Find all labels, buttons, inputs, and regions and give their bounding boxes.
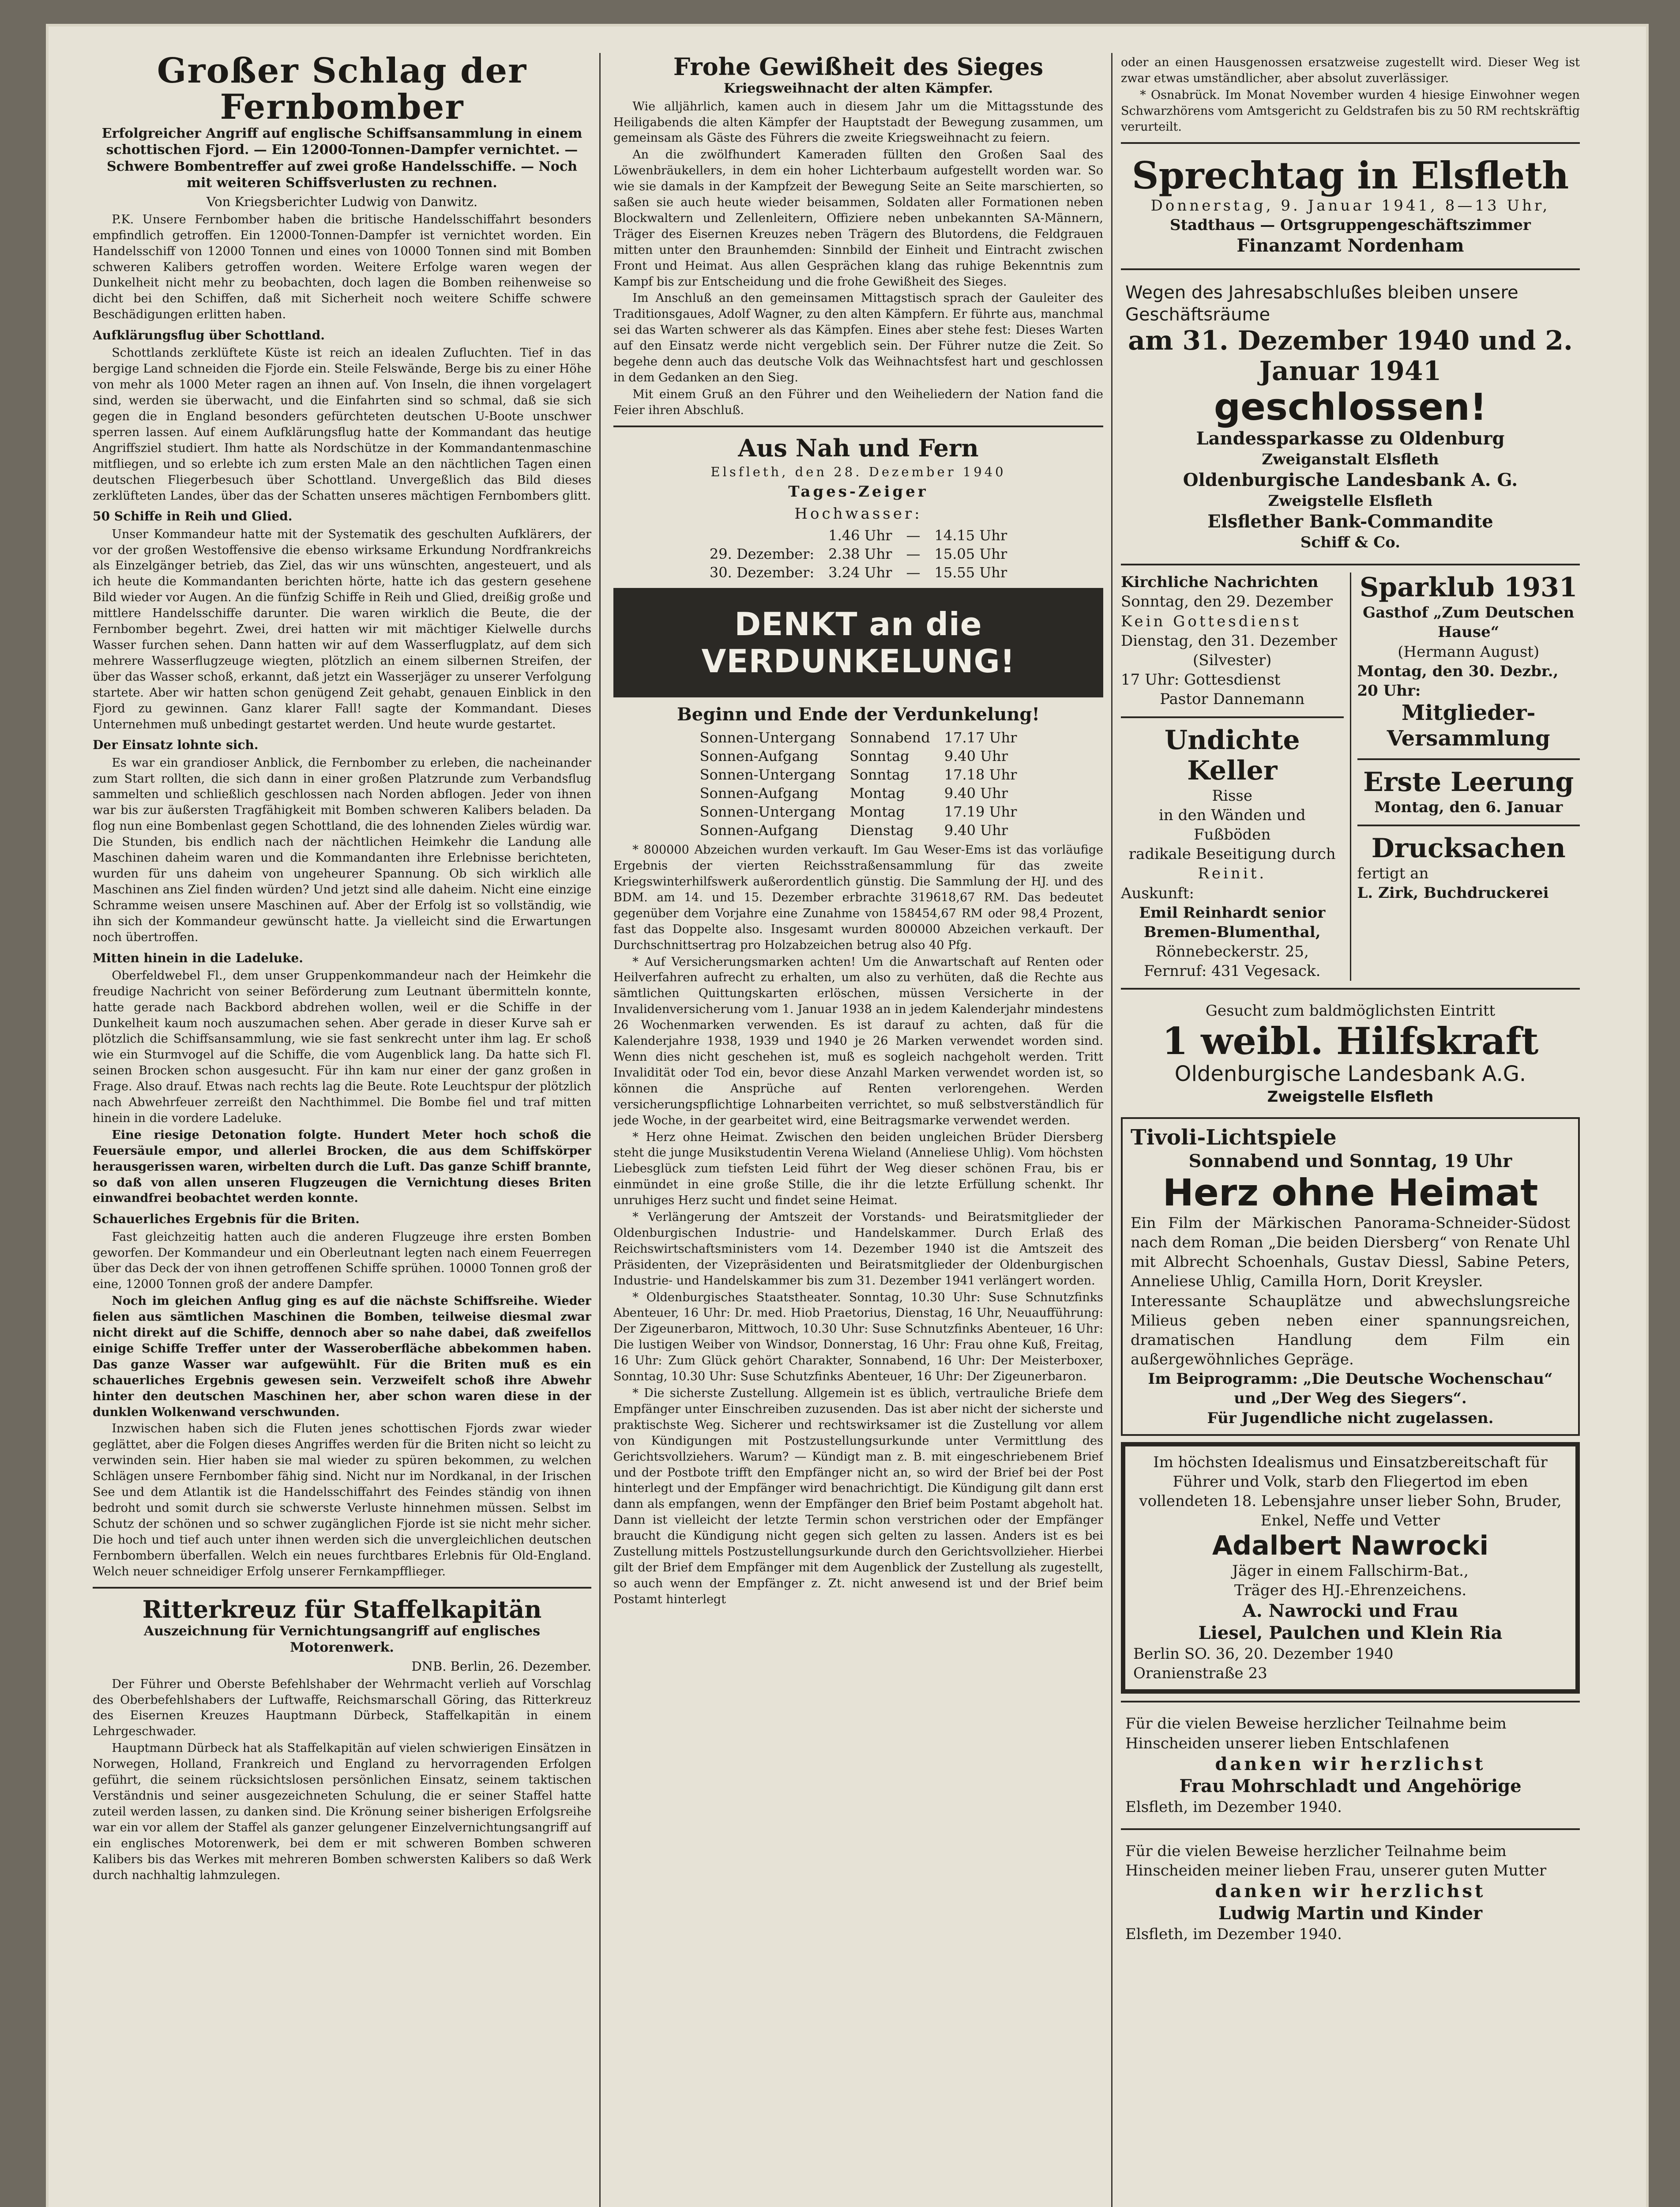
ad-line: fertigt an — [1357, 864, 1429, 882]
ad-tivoli — [1121, 1117, 1580, 1436]
cell-time: 15.05 Uhr — [934, 546, 1007, 563]
cell-event: Sonnen-Aufgang — [699, 785, 819, 802]
cell-time: 17.17 Uhr — [944, 729, 1017, 746]
ad-line: Gesucht zum baldmöglichsten Eintritt — [1205, 1002, 1496, 1020]
ad-split-row — [1121, 572, 1580, 981]
ad-line: Interessante Schauplätze und abwechslungsreiche Milieus geben neben einer spannungsreichen, dramatischen Handlung dem Film ein außergewöhnliches Gepräge. — [1131, 1292, 1570, 1369]
tageszeiger-label: Tages-Zeiger — [788, 482, 928, 501]
paragraph: Fast gleichzeitig hatten auch die anderen Flugzeuge ihre ersten Bomben geworfen. Der Kommandeur und ein Oberleutnant legten nach einem Feuerregen über das Deck der von ihnen getroffenen Schiffe sprühen. 10000 Tonnen groß der eine, 12000 Tonnen groß der andere Dampfer. — [93, 1230, 591, 1292]
cell-time: 9.40 Uhr — [944, 748, 1008, 765]
ad-keller — [1121, 725, 1344, 981]
ad-line: radikale Beseitigung durch — [1128, 845, 1336, 863]
divider — [613, 426, 1103, 427]
ad-line: A. Nawrocki und Frau — [1242, 1600, 1458, 1621]
section-heading: Der Einsatz lohnte sich. — [93, 738, 259, 753]
ad-sprechtag — [1121, 151, 1580, 262]
section-heading: Mitten hinein in die Ladeluke. — [93, 950, 304, 965]
cell-day — [703, 526, 821, 545]
ad-line: Stadthaus — Ortsgruppengeschäftszimmer — [1170, 216, 1531, 234]
section-heading: Aufklärungsflug über Schottland. — [93, 328, 325, 343]
cell-time: 1.46 Uhr — [828, 527, 892, 544]
paragraph: Es war ein grandioser Anblick, die Fernbomber zu erleben, die nacheinander zum Start rollten, die sich dann in einer großen Platzrunde zum Verbandsflug sammelten und schließlich geschlossen nach Norden abflogen. Jeder von ihnen war bis zur äußersten Tragfähigkeit mit Bomben schweren Kalibers beladen. Da flog nun eine Bombenlast gegen Schottland, die des lohnenden Zieles würdig war. Die Stunden, bis endlich nach der nächtlichen Heimkehr die Landung alle Maschinen daheim waren und die Kommandanten ihre Erlebnisse berichteten, wurden für uns daheim von ungeheurer Spannung. Ob sich wirklich alle Maschinen ans Ziel finden würden? Und jetzt sind alle daheim. Nicht eine einzige Schramme weisen unsere Maschinen auf. Aber der Erfolg ist so vollständig, wie ihn sich der Kommandeur gewünscht hatte. Ja vielleicht sind die Erwartungen noch übertroffen. — [93, 756, 591, 944]
column-3 — [1121, 53, 1580, 2207]
table-row — [693, 747, 1024, 765]
ad-headline: Kirchliche Nachrichten — [1121, 573, 1319, 591]
ad-left-column — [1121, 572, 1344, 981]
divider — [1357, 758, 1580, 760]
ad-line: Pastor Dannemann — [1160, 690, 1305, 708]
news-item: * Herz ohne Heimat. Zwischen den beiden ungleichen Brüder Diersberg steht die junge Musikstudentin Verena Wieland (Anneliese Uhlig). Vom höchsten Liebesglück zum tiefsten Leid führt der Weg dieser schönen Frau, bis er einmündet in eine große Stille, die ihr die letzte Erfüllung schenkt. Ihr unruhiges Herz sucht und findet seine Heimat. — [613, 1130, 1103, 1208]
cell-event: Sonnen-Untergang — [699, 803, 836, 821]
paragraph: oder an einen Hausgenossen ersatzweise zugestellt wird. Dieser Weg ist zwar etwas umständlicher, aber absolut zuverlässiger. — [1121, 56, 1580, 85]
cell-day: Dienstag — [849, 822, 913, 839]
ad-sparklub — [1357, 572, 1580, 751]
ad-drucksachen — [1357, 833, 1580, 903]
ad-line: Im höchsten Idealismus und Einsatzbereitschaft für Führer und Volk, starb den Fliegertod im eben vollendeten 18. Lebensjahre unser lieber Sohn, Bruder, Enkel, Neffe und Vetter — [1139, 1453, 1562, 1530]
subheadline: Kriegsweihnacht der alten Kämpfer. — [723, 81, 993, 97]
headline-sieg: Frohe Gewißheit des Sieges — [673, 53, 1044, 81]
divider — [1121, 142, 1580, 144]
cell-time: 9.40 Uhr — [944, 785, 1008, 802]
cell-event: Sonnen-Untergang — [699, 729, 836, 746]
ad-headline: Drucksachen — [1371, 832, 1566, 864]
ad-line: Auskunft: — [1121, 884, 1194, 902]
cell-time: 17.19 Uhr — [944, 803, 1017, 821]
ad-hilfskraft — [1121, 997, 1580, 1111]
ad-line: Elsfleth, im Dezember 1940. — [1125, 1925, 1342, 1943]
paragraph: P.K. Unsere Fernbomber haben die britische Handelsschiffahrt besonders empfindlich getroffen. Ein 12000-Tonnen-Dampfer ist vernichtet worden. Ein Handelsschiff von 12000 Tonnen und eines von 10000 Tonnen sind mit Bomben schweren Kalibers getroffen worden. Weitere Erfolge waren wegen der Dunkelheit nicht mehr zu beobachten, doch lagen die Bomben reihenweise so dicht bei den Schiffen, daß mit Sicherheit noch weitere Schiffe schwere Beschädigungen erlitten haben. — [93, 212, 591, 322]
paragraph: Im Anschluß an den gemeinsamen Mittagstisch sprach der Gauleiter des Traditionsgaues, Adolf Wagner, zu den alten Kämpfern. Er führte aus, manchmal sei das Warten schwerer als das Kämpfen. Eines aber stehe fest: Dieses Warten auf den Einsatz werde nicht vergeblich sein. Der Führer nutze die Zeit. So begehe denn auch das deutsche Volk das Weihnachtsfest hart und geschlossen in dem Gedanken an den Sieg. — [613, 291, 1103, 384]
local-news — [613, 842, 1103, 1608]
section-heading: 50 Schiffe in Reih und Glied. — [93, 509, 293, 524]
ad-line: in den Wänden und Fußböden — [1159, 806, 1306, 844]
cell-time: 2.38 Uhr — [828, 546, 892, 563]
ad-line: (Silvester) — [1193, 652, 1272, 669]
paragraph: An die zwölfhundert Kameraden füllten den Großen Saal des Löwenbräukellers, in dem ein hoher Lichterbaum aufgestellt worden war. So wie sie damals in der Kampfzeit der Bewegung Seite an Seite marschierten, so saßen sie auch heute wieder beisammen, Soldaten aller Formationen neben Blockwaltern und Zellenleitern, Offiziere neben unbekannten SA-Männern, Träger des Eisernen Kreuzes neben Trägern des Blutordens, die Feldgrauen mitten unter den Braunhemden: Sinnbild der Einheit und Eintracht zwischen Front und Heimat. Aus allen Gesprächen klang das ruhige Bekenntnis zum Kampf bis zur Entscheidung und die frohe Gewißheit des Sieges. — [613, 148, 1103, 289]
column-2 — [613, 53, 1103, 2207]
paragraph: Inzwischen haben sich die Fluten jenes schottischen Fjords zwar wieder geglättet, aber die Folgen dieses Angriffes werden für die Briten nicht so leicht zu verwinden sein. Hier haben sie mal wieder zu spüren bekommen, zu welchen Schlägen unsere Fernbomber fähig sind. Nicht nur im Nordkanal, in der Irischen See und dem Atlantik ist die Handelsschiffahrt des Feindes ständig von ihnen bedroht und somit durch sie schwerste Verluste hinnehmen müssen. Selbst im Schutz der schönen und so schwer zugänglichen Fjorde ist sie nicht mehr sicher. Die hoch und tief auch unter ihnen werden sich die unvergleichlichen deutschen Fernbombern überfallen. Welch ein neues furchtbares Erlebnis für Old-England. Welch neuer schneidiger Erfolg unserer Fernkampfflieger. — [93, 1422, 591, 1578]
cell-sep: — — [906, 564, 921, 581]
dateline: DNB. Berlin, 26. Dezember. — [411, 1658, 591, 1674]
article-body — [613, 99, 1103, 418]
news-item: * Die sicherste Zustellung. Allgemein ist es üblich, vertrauliche Briefe dem Empfänger unter Einschreiben zuzusenden. Das ist aber nicht der sicherste und praktischste Weg. Sicherer und rechtswirksamer ist die Zustellung vor allem von Kündigungen mit Postzustellungsurkunde unter Vermittlung des Gerichtsvollziehers. Warum? — Kündigt man z. B. mit eingeschriebenem Brief und der Postbote trifft den Empfänger nicht an, so wird der Brief bei der Post hinterlegt und der Empfänger wird benachrichtigt. Die Kündigung gilt dann erst dann als empfangen, wenn der Empfänger den Brief beim Postamt abgeholt hat. Dann ist vielleicht der letzte Termin schon verstrichen oder der Empfänger braucht die Kündigung nicht gegen sich gelten zu lassen. Anders ist es bei Zustellung mittels Postzustellungsurkunde durch den Gerichtsvollzieher. Hierbei gilt der Brief dem Empfänger mit dem Augenblick der Zustellung als zugestellt, so auch wenn der Empfänger z. Zt. nicht anwesend ist und der Brief beim Postamt hinterlegt — [613, 1386, 1103, 1606]
ad-line: Für die vielen Beweise herzlicher Teilnahme beim Hinscheiden unserer lieben Entschlafenen — [1125, 1715, 1507, 1752]
divider — [1357, 825, 1580, 826]
paragraph: Hauptmann Dürbeck hat als Staffelkapitän auf vielen schwierigen Einsätzen in Norwegen, Holland, Frankreich und England zu hervorragenden Erfolgen geführt, die seinem rücksichtslosen persönlichen Einsatz, seinem taktischen Verständnis und seiner ausgezeichneten Schulung, die er seiner Staffel hatte zuteil werden lassen, zu danken sind. Die Krönung seiner bisherigen Erfolgsreihe war ein vor allem der Staffel als ganzer gelungener Einzelvernichtungsangriff auf ein englisches Motorenwerk, bei dem er mit schweren Bomben schweren Kalibers bis das Werkes mit mehreren Bomben schwersten Kalibers so daß Werk durch nachhaltig lahmzulegen. — [93, 1741, 591, 1882]
table-row — [703, 545, 1014, 563]
ad-line: Für Jugendliche nicht zugelassen. — [1207, 1409, 1494, 1427]
paragraph: Wie alljährlich, kamen auch in diesem Jahr um die Mittagsstunde des Heiligabends die alten Kämpfer der Hauptstadt der Bewegung zusammen, um gemeinsam als Gäste des Führers die zweite Kriegsweihnacht zu feiern. — [613, 99, 1103, 145]
hochwasser-label: Hochwasser: — [794, 505, 922, 523]
verdunkelung-banner: DENKT an die VERDUNKELUNG! — [613, 588, 1103, 697]
ad-headline: Frau Mohrschladt und Angehörige — [1179, 1775, 1522, 1796]
paragraph: Schottlands zerklüftete Küste ist reich an idealen Zufluchten. Tief in das bergige Land schneiden die Fjorde ein. Steile Felswände, Berge bis zu einer Höhe von mehr als 1000 Meter ragen an ihnen auf. Von Inseln, die ihnen vorgelagert sind, werden sie überwacht, und die Einfahrten sind so schmal, daß sie sich gegen die in England besonders gefürchteten deutschen U-Boote unschwer sperren lassen. Auf einem Aufklärungsflug hatte der Kommandant das heutige Angriffsziel studiert. Ihm hatte als Nordschütze in der Kommandantenmaschine mitfliegen, und so erlebte ich zum ersten Male an den nächtlichen Tagen einen deutschen Fliegerbesuch über Schottland. Unvergeßlich das Bild dieses zerklüfteten Landes, über das der Schatten unseres mächtigen Fernbombers glitt. — [93, 346, 591, 503]
ad-right-column — [1350, 572, 1580, 981]
divider — [1121, 988, 1580, 990]
article-body — [93, 1676, 591, 1883]
cell-sep: — — [906, 527, 921, 544]
ad-line: Zweigstelle Elsfleth — [1267, 1088, 1434, 1106]
ad-line: Im Beiprogramm: „Die Deutsche Wochenschau“ und „Der Weg des Siegers“. — [1148, 1370, 1553, 1408]
ad-headline: am 31. Dezember 1940 und 2. Januar 1941 — [1128, 325, 1573, 387]
news-item: * Oldenburgisches Staatstheater. Sonntag, 10.30 Uhr: Suse Schnutzfinks Abenteuer, 16 Uhr: Dr. med. Hiob Praetorius, Dienstag, 16 Uhr, Neuaufführung: Der Zigeunerbaron, Mittwoch, 10.30 Uhr: Suse Schnutzfinks Abenteuer, 16 Uhr: Die lustigen Weiber von Windsor, Donnerstag, 16 Uhr: Frau ohne Kuß, Freitag, 16 Uhr: Zum Glück gehört Charakter, Sonnabend, 16 Uhr: Der Meisterboxer, Sonntag, 10.30 Uhr: Suse Schutzfinks Abenteuer, 16 Uhr: Der Zigeunerbaron. — [613, 1290, 1103, 1384]
ad-line: Rönnebeckerstr. 25, — [1155, 943, 1309, 961]
cell-event: Sonnen-Aufgang — [699, 822, 819, 839]
table-row — [693, 802, 1024, 821]
ad-headline: Adalbert Nawrocki — [1212, 1530, 1489, 1561]
cell-day: Montag — [849, 803, 905, 821]
news-item: * Osnabrück. Im Monat November wurden 4 hiesige Einwohner wegen Schwarzhörens vom Amtsgericht zu Geldstrafen bis zu 50 RM rechtskräftig verurteilt. — [1121, 88, 1580, 134]
ad-line: L. Zirk, Buchdruckerei — [1357, 884, 1549, 902]
divider — [1121, 1828, 1580, 1830]
divider — [93, 1587, 591, 1589]
sun-times-table — [693, 728, 1024, 840]
ad-headline: Sprechtag in Elsfleth — [1131, 153, 1569, 197]
paragraph: Mit einem Gruß an den Führer und den Weiheliedern der Nation fand die Feier ihren Abschluß. — [613, 387, 1103, 417]
ad-line: Elsflether Bank-Commandite — [1207, 511, 1493, 532]
ad-headline: Undichte Keller — [1164, 724, 1300, 786]
cell-day: 29. Dezember: — [709, 546, 815, 563]
ad-line: Elsfleth, im Dezember 1940. — [1125, 1798, 1342, 1816]
ad-line: Sonnabend und Sonntag, 19 Uhr — [1188, 1151, 1512, 1172]
ad-line: Ein Film der Märkischen Panorama-Schneider-Südost nach dem Roman „Die beiden Diersberg“ von Renate Uhl mit Albrecht Schoenhals, Gustav Diessl, Sabine Peters, Anneliese Uhlig, Camilla Horn, Dorit Kreysler. — [1131, 1214, 1570, 1291]
news-continuation — [1121, 55, 1580, 135]
cell-time: 17.18 Uhr — [944, 766, 1017, 783]
column-rule — [599, 53, 601, 2207]
ad-headline: Herz ohne Heimat — [1162, 1171, 1538, 1215]
ad-line: Sonntag, den 29. Dezember — [1121, 593, 1333, 611]
divider — [1121, 268, 1580, 270]
ad-line: Träger des HJ.-Ehrenzeichens. — [1234, 1581, 1467, 1599]
ad-headline: Tivoli-Lichtspiele — [1131, 1125, 1337, 1150]
ad-line: Donnerstag, 9. Januar 1941, 8—13 Uhr, — [1150, 196, 1550, 215]
ad-line: Liesel, Paulchen und Klein Ria — [1198, 1622, 1503, 1643]
ad-line: Wegen des Jahresabschlußes bleiben unsere Geschäftsräume — [1125, 282, 1518, 325]
ad-kirchliche — [1121, 572, 1344, 709]
divider — [1121, 716, 1344, 718]
cell-day: Sonntag — [849, 766, 910, 783]
column-1 — [93, 53, 591, 2207]
ad-line: Dienstag, den 31. Dezember — [1121, 632, 1338, 650]
cell-time: 14.15 Uhr — [934, 527, 1007, 544]
ad-danksagung-1 — [1121, 1710, 1580, 1821]
cell-time: 3.24 Uhr — [828, 564, 892, 581]
hochwasser-table — [703, 526, 1014, 582]
column-rule — [1111, 53, 1112, 2207]
headline-ritterkreuz: Ritterkreuz für Staffelkapitän — [142, 1595, 542, 1623]
dateline: Elsfleth, den 28. Dezember 1940 — [710, 464, 1006, 479]
paragraph: Eine riesige Detonation folgte. Hundert Meter hoch schoß die Feuersäule empor, und allerlei Brocken, die aus dem Schiffskörper herausgerissen waren, wirbelten durch die Luft. Das ganze Schiff brannte, so daß von allen unseren Flugzeugen die Vernichtung dieses Briten einwandfrei beobachtet werden konnte. — [93, 1128, 591, 1205]
ad-danksagung-2 — [1121, 1837, 1580, 1949]
ad-line: 20 Uhr: — [1357, 682, 1421, 700]
ad-line: (Hermann August) — [1398, 643, 1540, 661]
byline: Von Kriegsberichter Ludwig von Danwitz. — [206, 194, 478, 209]
ad-line: 17 Uhr: Gottesdienst — [1121, 671, 1281, 689]
table-row — [703, 526, 1014, 545]
divider — [1121, 1701, 1580, 1702]
cell-event: Sonnen-Untergang — [699, 766, 836, 783]
ad-line: Gasthof „Zum Deutschen Hause“ — [1363, 604, 1575, 641]
table-row — [703, 563, 1014, 582]
ad-line: Finanzamt Nordenham — [1237, 235, 1464, 256]
ad-line: danken wir herzlichst — [1215, 1753, 1486, 1774]
ad-line: Mitglieder- — [1402, 701, 1536, 726]
headline-fernbomber: Großer Schlag der Fernbomber — [157, 53, 527, 127]
ad-line: Zweigstelle Elsfleth — [1268, 492, 1433, 510]
cell-time: 15.55 Uhr — [934, 564, 1007, 581]
verdunkelung-heading: Beginn und Ende der Verdunkelung! — [677, 704, 1040, 725]
ad-line: danken wir herzlichst — [1215, 1881, 1486, 1902]
cell-time: 9.40 Uhr — [944, 822, 1008, 839]
ad-line: Fernruf: 431 Vegesack. — [1144, 962, 1321, 980]
ad-line: Schiff & Co. — [1300, 534, 1401, 552]
ad-headline: 1 weibl. Hilfskraft — [1162, 1019, 1539, 1063]
ad-line: Zweiganstalt Elsfleth — [1262, 450, 1439, 468]
ad-line: Oldenburgische Landesbank A.G. — [1174, 1062, 1526, 1087]
paragraph: Oberfeldwebel Fl., dem unser Gruppenkommandeur nach der Heimkehr die freudige Nachricht von seiner Beförderung zum Leutnant übermitteln konnte, hatte gerade nach Backbord abdrehen wollen, weil er die Schiffe in der Dunkelheit kaum noch auszumachen sehen. Aber gerade in dieser Kurve sah er plötzlich die Schiffsansammlung, wie sie fast senkrecht unter ihm lag. Er schoß wie ein Sturmvogel auf die Schiffe, die vom Augenblick lang. Da hatte sich Fl. seinen Brocken schon ausgesucht. Für ihn kam nur einer der ganz großen in Frage. Also drauf. Etwas nach rechts lag die Beute. Rote Leuchtspur der plötzlich nach Abwehrfeuer zerreißt den Nachthimmel. Die Bombe fiel und traf mitten hinein in die vordere Ladeluke. — [93, 968, 591, 1125]
ad-line: Montag, den 30. Dezbr., — [1357, 662, 1559, 680]
paragraph: Der Führer und Oberste Befehlshaber der Wehrmacht verlieh auf Vorschlag des Oberbefehlshabers der Luftwaffe, Reichsmarschall Göring, das Ritterkreuz des Eisernen Kreuzes Hauptmann Dürbeck, Staffelkapitän in einem Lehrgeschwader. — [93, 1677, 591, 1739]
news-item: * Auf Versicherungsmarken achten! Um die Anwartschaft auf Renten oder Heilverfahren aufrecht zu erhalten, um also zu verhüten, daß die Rechte aus sämtlichen Quittungskarten erlöschen, müssen Versicherte in der Invalidenversicherung vom 1. Januar 1938 an in jedem Kalenderjahr mindestens 26 Wochenmarken verwenden. Es ist darauf zu achten, daß für die Kalenderjahre 1938, 1939 und 1940 je 26 Marken verwendet worden sind. Wenn dies nicht geschehen ist, muß es sogleich nachgeholt werden. Tritt Invalidität oder Tod ein, bevor diese Anzahl Marken verwendet worden ist, so können die Ansprüche auf Renten verlorengehen. Werden versicherungspflichtige Lohnarbeiten verrichtet, so muß selbstverständlich für jede Woche, in der gearbeitet wird, eine Beitragsmarke verwendet werden. — [613, 955, 1103, 1127]
ad-headline: geschlossen! — [1214, 385, 1487, 429]
table-row — [693, 784, 1024, 802]
cell-day: Sonntag — [849, 748, 910, 765]
ad-line: Für die vielen Beweise herzlicher Teilnahme beim Hinscheiden meiner lieben Frau, unserer guten Mutter — [1125, 1842, 1547, 1880]
article-body — [93, 212, 591, 1580]
news-item: * 800000 Abzeichen wurden verkauft. Im Gau Weser-Ems ist das vorläufige Ergebnis der vierten Reichsstraßensammlung für das zweite Kriegswinterhilfswerk außerordentlich günstig. Die Sammlung der HJ. und des BDM. am 14. und 15. Dezember erbrachte 319618,67 RM. Das bedeutet gegenüber dem Vorjahre eine Zunahme von 158454,67 RM oder 98,4 Prozent, fast das Doppelte also. Insgesamt wurden 800000 Abzeichen verkauft. Der Durchschnittsertrag pro Holzabzeichen betrug also 40 Pfg. — [613, 843, 1103, 952]
ad-bank-closure — [1121, 277, 1580, 557]
table-row — [693, 821, 1024, 840]
ad-line: Berlin SO. 36, 20. Dezember 1940 — [1133, 1645, 1394, 1663]
ad-headline: Erste Leerung — [1363, 767, 1574, 798]
paragraph: Unser Kommandeur hatte mit der Systematik des geschulten Aufklärers, der vor der großen Westoffensive die ebenso wirksame Erkundung Nordfrankreichs als Einzelgänger betrieb, das Ziel, das wir uns wünschten, angesteuert, und als ich heute die Kommandanten berichten hörte, hatte ich das gestern gesehene Bild wieder vor Augen. An die fünfzig Schiffe in Reih und Glied, dreißig große und mittlere Handelsschiffe darunter. Die waren wirklich die Beute, die der Fernbomber begehrt. Zwei, drei hatten wir mit mächtiger Kielwelle durchs Wasser furchen sehen. Dann hatten wir auf dem Wasserflugplatz, auf dem sich mehrere Wasserflugzeuge wiegten, plötzlich an einem silbernen Streifen, der über das Wasser schoß, erkannt, daß jetzt ein Wasserjäger zu unserer Verfolgung startete. Aber wir hatten schon genügend Zeit gehabt, genauen Einblick in den Fjord zu gewinnen. Ganz klarer Fall! sagte der Kommandant. Dieses Unternehmen muß unbedingt gestartet werden. Und heute wurde gestartet. — [93, 527, 591, 731]
cell-day: 30. Dezember: — [709, 564, 815, 581]
table-row — [693, 728, 1024, 747]
ad-line: Reinit. — [1198, 865, 1267, 883]
ad-line: Oldenburgische Landesbank A. G. — [1183, 469, 1518, 490]
ad-line: Kein Gottesdienst — [1121, 612, 1301, 630]
ad-line: Versammlung — [1387, 726, 1550, 751]
cell-day: Sonnabend — [849, 729, 930, 746]
subheadline: Erfolgreicher Angriff auf englische Schiffsansammlung in einem schottischen Fjord. — Ein 12000-Tonnen-Dampfer vernichtet. — Schwere Bombentreffer auf zwei große Handelsschiffe. — Noch mit weiteren Schiffsverlusten zu rechnen. — [101, 125, 583, 191]
ad-line: Emil Reinhardt senior — [1139, 904, 1326, 922]
ad-line: Risse — [1212, 787, 1252, 805]
ad-headline: Ludwig Martin und Kinder — [1218, 1903, 1483, 1924]
ad-headline: Sparklub 1931 — [1359, 572, 1578, 603]
cell-event: Sonnen-Aufgang — [699, 748, 819, 765]
divider — [1121, 564, 1580, 565]
ad-leerung — [1357, 767, 1580, 817]
headline-nah-fern: Aus Nah und Fern — [738, 433, 979, 462]
cell-sep: — — [906, 546, 921, 563]
section-heading: Schauerliches Ergebnis für die Briten. — [93, 1212, 360, 1227]
ad-line: Oranienstraße 23 — [1133, 1665, 1267, 1683]
paragraph: Noch im gleichen Anflug ging es auf die nächste Schiffsreihe. Wieder fielen aus sämtlichen Maschinen die Bomben, teilweise diesmal zwar nicht direkt auf die Schiffe, dennoch aber so nahe dabei, daß zweifellos einige Schiffe Treffer unter der Wasseroberfläche abbekommen haben. Das ganze Wasser war aufgewühlt. Für die Briten muß es ein schauerliches Ergebnis gewesen sein. Verzweifelt schoß ihre Abwehr hinter den deutschen Maschinen her, aber schon waren diese in der dunklen Wolkenwand verschwunden. — [93, 1294, 591, 1419]
ad-line: Jäger in einem Fallschirm-Bat., — [1232, 1562, 1469, 1580]
ad-line: Landessparkasse zu Oldenburg — [1196, 428, 1505, 449]
news-item: * Verlängerung der Amtszeit der Vorstands- und Beiratsmitglieder der Oldenburgischen Industrie- und Handelskammer. Durch Erlaß des Reichswirtschaftsministers vom 14. Dezember 1940 ist die Amtszeit des Präsidenten, der Vizepräsidenten und Beiratsmitglieder der Oldenburgischen Industrie- und Handelskammer bis zum 31. Dezember 1941 verlängert worden. — [613, 1210, 1103, 1288]
subheadline: Auszeichnung für Vernichtungsangriff auf englisches Motorenwerk. — [143, 1623, 541, 1656]
ad-line: Bremen-Blumenthal, — [1143, 923, 1321, 941]
cell-day: Montag — [849, 785, 905, 802]
ad-obituary — [1121, 1442, 1580, 1694]
table-row — [693, 765, 1024, 784]
ad-line: Montag, den 6. Januar — [1374, 798, 1563, 817]
